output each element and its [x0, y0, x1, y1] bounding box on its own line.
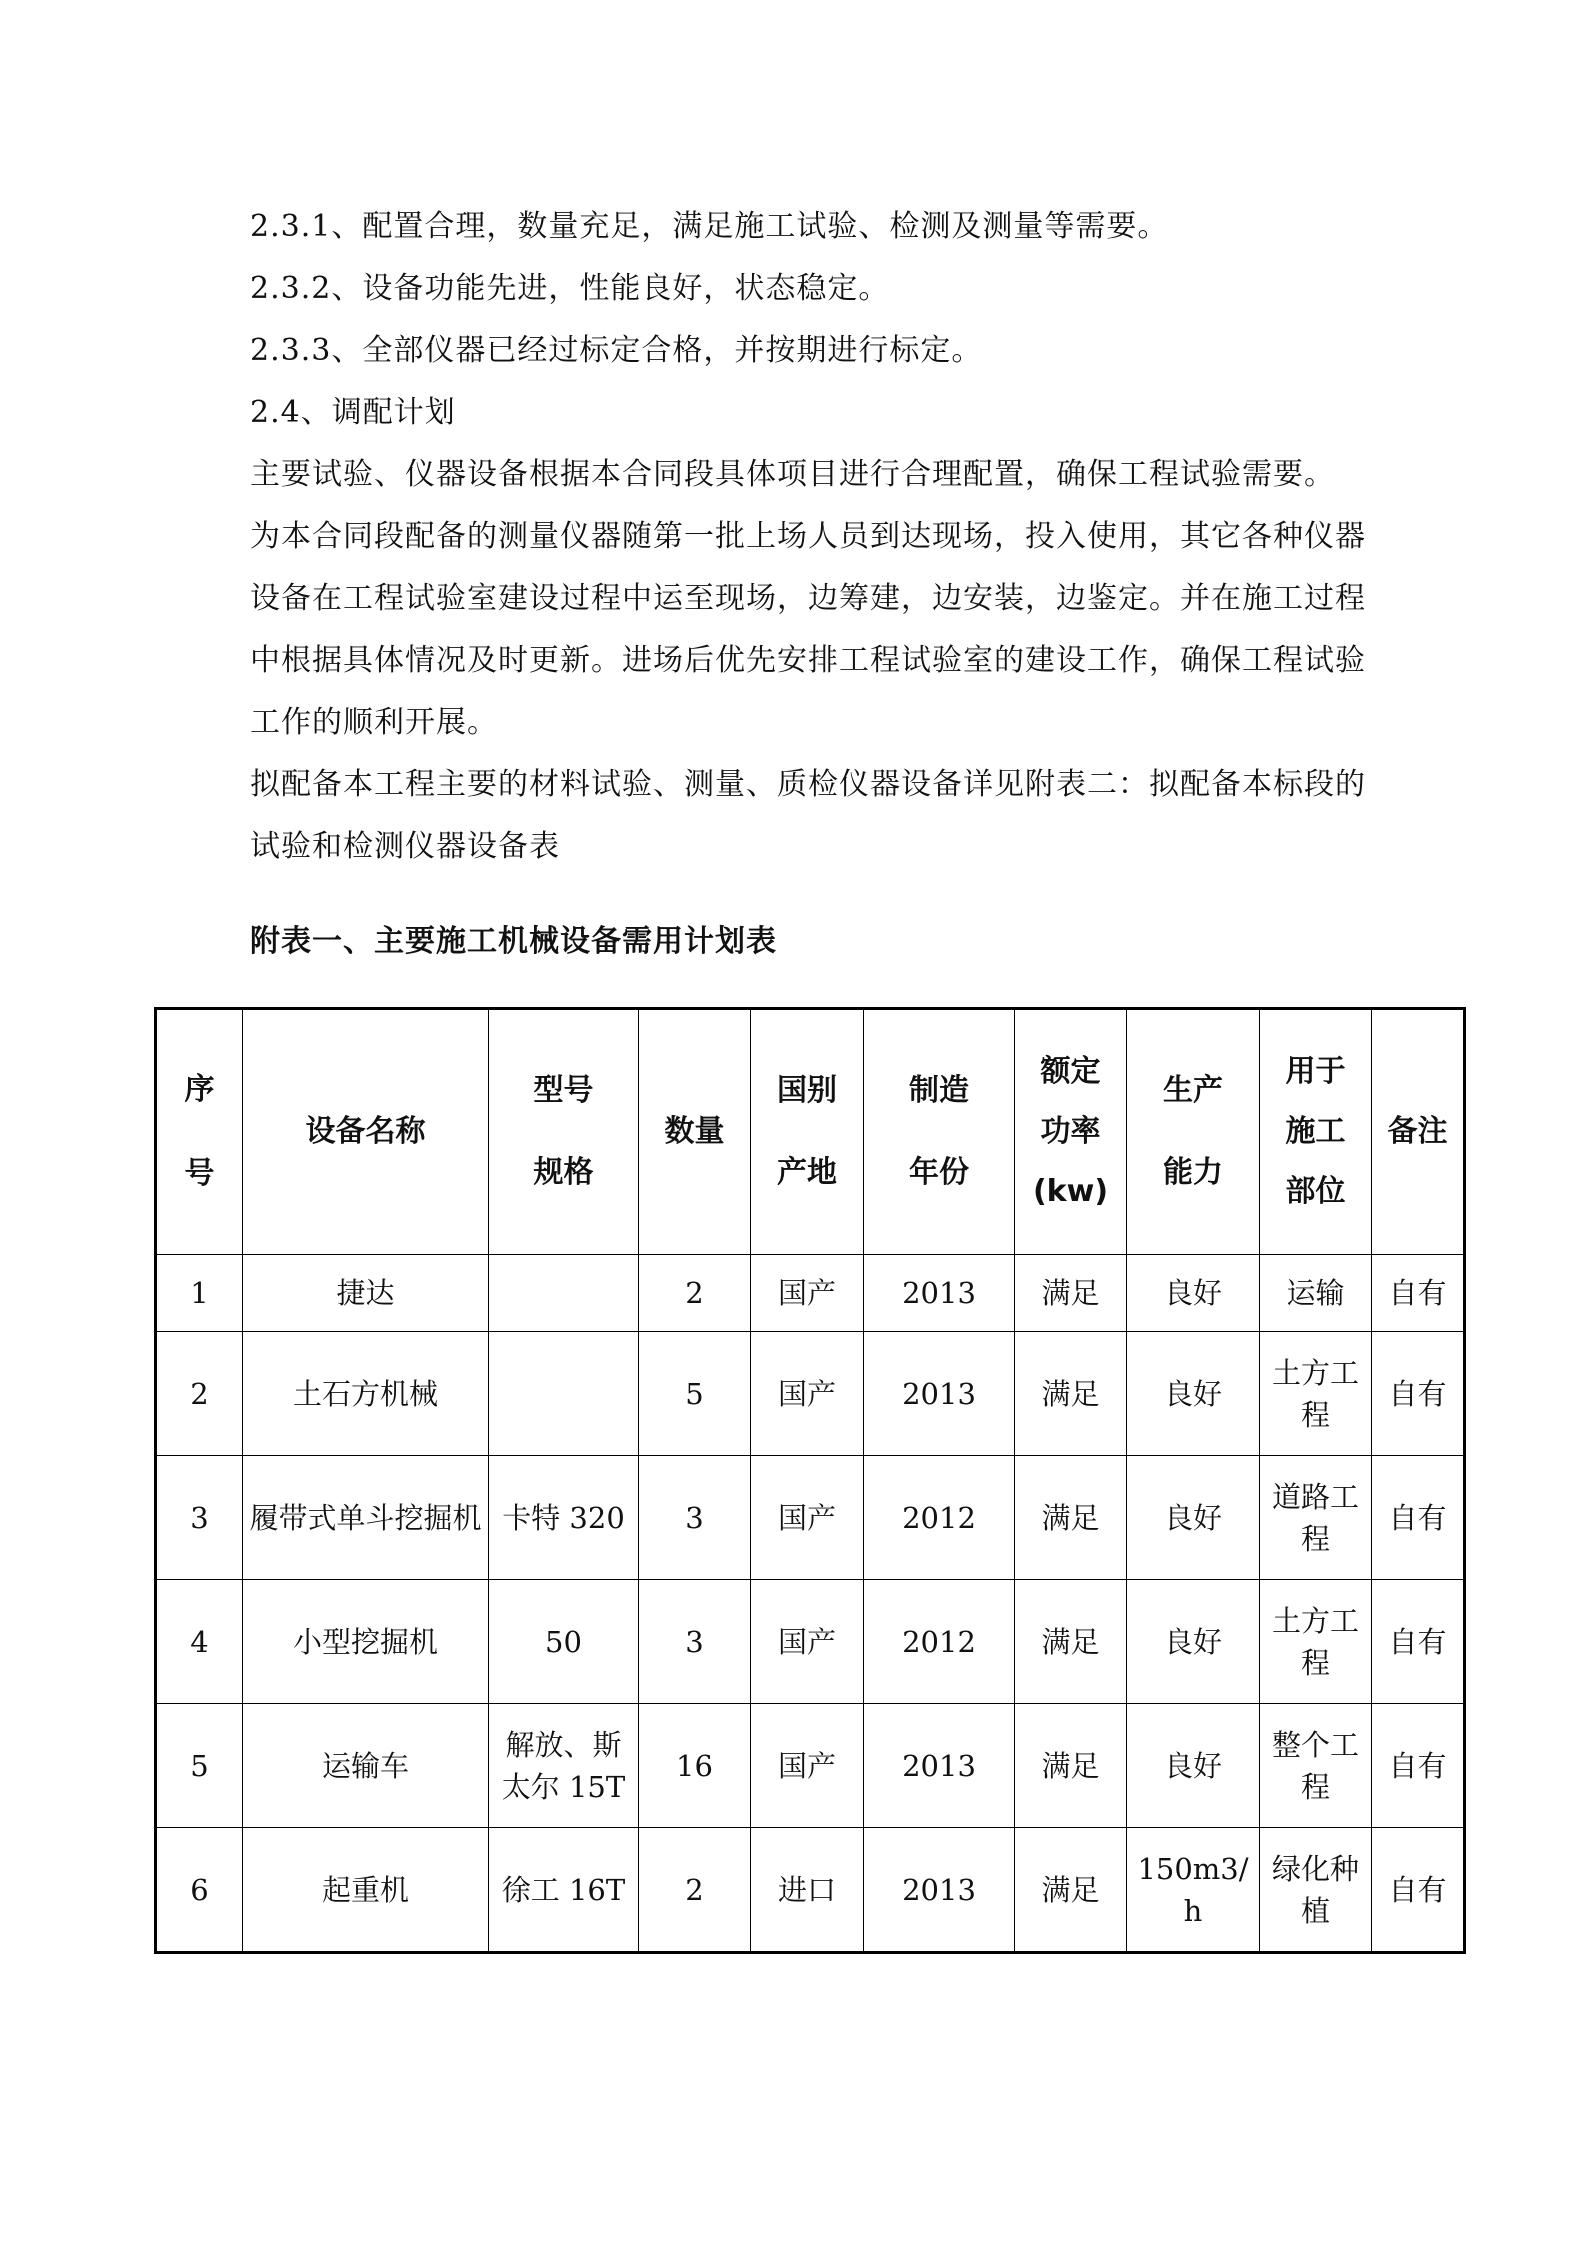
cell-model: 解放、斯太尔 15T: [489, 1704, 639, 1828]
cell-remark: 自有: [1372, 1456, 1465, 1580]
header-origin: 国别 产地: [751, 1009, 864, 1255]
cell-remark: 自有: [1372, 1255, 1465, 1332]
cell-model: [489, 1255, 639, 1332]
cell-usage: 道路工程: [1260, 1456, 1372, 1580]
cell-no: 3: [156, 1456, 243, 1580]
cell-name: 履带式单斗挖掘机: [243, 1456, 489, 1580]
cell-capacity: 良好: [1127, 1255, 1260, 1332]
cell-no: 5: [156, 1704, 243, 1828]
cell-remark: 自有: [1372, 1828, 1465, 1953]
cell-power: 满足: [1015, 1828, 1127, 1953]
cell-model: 50: [489, 1580, 639, 1704]
cell-origin: 国产: [751, 1704, 864, 1828]
cell-origin: 国产: [751, 1255, 864, 1332]
cell-no: 6: [156, 1828, 243, 1953]
cell-year: 2013: [864, 1255, 1015, 1332]
cell-year: 2013: [864, 1332, 1015, 1456]
header-remark: 备注: [1372, 1009, 1465, 1255]
document-body: [250, 196, 1380, 878]
cell-origin: 国产: [751, 1456, 864, 1580]
header-power: 额定 功率 (kw): [1015, 1009, 1127, 1255]
table-row: [156, 1580, 1465, 1704]
cell-no: 1: [156, 1255, 243, 1332]
cell-qty: 2: [639, 1828, 751, 1953]
cell-year: 2012: [864, 1456, 1015, 1580]
table-row: [156, 1332, 1465, 1456]
header-usage: 用于 施工 部位: [1260, 1009, 1372, 1255]
cell-capacity: 良好: [1127, 1456, 1260, 1580]
cell-usage: 土方工程: [1260, 1580, 1372, 1704]
cell-qty: 5: [639, 1332, 751, 1456]
cell-usage: 土方工程: [1260, 1332, 1372, 1456]
cell-usage: 绿化种植: [1260, 1828, 1372, 1953]
cell-name: 捷达: [243, 1255, 489, 1332]
paragraph-2-3-1: 2.3.1、配置合理，数量充足，满足施工试验、检测及测量等需要。: [250, 209, 1169, 244]
cell-capacity: 150m3/h: [1127, 1828, 1260, 1953]
cell-qty: 2: [639, 1255, 751, 1332]
table-row: [156, 1255, 1465, 1332]
cell-origin: 进口: [751, 1828, 864, 1953]
cell-model: 卡特 320: [489, 1456, 639, 1580]
cell-year: 2012: [864, 1580, 1015, 1704]
cell-power: 满足: [1015, 1456, 1127, 1580]
paragraph-appendix-reference: 拟配备本工程主要的材料试验、测量、质检仪器设备详见附表二：拟配备本标段的试验和检测仪器设备表: [250, 767, 1366, 864]
cell-model: [489, 1332, 639, 1456]
table-row: [156, 1704, 1465, 1828]
cell-power: 满足: [1015, 1580, 1127, 1704]
paragraph-main-equipment: 主要试验、仪器设备根据本合同段具体项目进行合理配置，确保工程试验需要。: [250, 457, 1335, 492]
cell-origin: 国产: [751, 1580, 864, 1704]
header-no: 序 号: [156, 1009, 243, 1255]
paragraph-2-3-3: 2.3.3、全部仪器已经过标定合格，并按期进行标定。: [250, 333, 983, 368]
cell-no: 4: [156, 1580, 243, 1704]
cell-year: 2013: [864, 1828, 1015, 1953]
header-model: 型号 规格: [489, 1009, 639, 1255]
header-qty: 数量: [639, 1009, 751, 1255]
cell-capacity: 良好: [1127, 1580, 1260, 1704]
cell-capacity: 良好: [1127, 1704, 1260, 1828]
cell-name: 运输车: [243, 1704, 489, 1828]
cell-qty: 3: [639, 1456, 751, 1580]
cell-model: 徐工 16T: [489, 1828, 639, 1953]
cell-usage: 整个工程: [1260, 1704, 1372, 1828]
section-heading-2-4: 2.4、调配计划: [250, 395, 456, 430]
cell-usage: 运输: [1260, 1255, 1372, 1332]
cell-name: 起重机: [243, 1828, 489, 1953]
cell-power: 满足: [1015, 1332, 1127, 1456]
cell-origin: 国产: [751, 1332, 864, 1456]
cell-capacity: 良好: [1127, 1332, 1260, 1456]
cell-year: 2013: [864, 1704, 1015, 1828]
cell-name: 小型挖掘机: [243, 1580, 489, 1704]
cell-qty: 3: [639, 1580, 751, 1704]
cell-remark: 自有: [1372, 1704, 1465, 1828]
cell-name: 土石方机械: [243, 1332, 489, 1456]
header-year: 制造 年份: [864, 1009, 1015, 1255]
cell-power: 满足: [1015, 1255, 1127, 1332]
cell-no: 2: [156, 1332, 243, 1456]
table-row: [156, 1456, 1465, 1580]
cell-qty: 16: [639, 1704, 751, 1828]
header-name: 设备名称: [243, 1009, 489, 1255]
header-capacity: 生产 能力: [1127, 1009, 1260, 1255]
equipment-table: [154, 1007, 1466, 1954]
table-row: [156, 1828, 1465, 1953]
cell-remark: 自有: [1372, 1332, 1465, 1456]
table-header-row: [156, 1009, 1465, 1255]
cell-power: 满足: [1015, 1704, 1127, 1828]
paragraph-survey-instruments: 为本合同段配备的测量仪器随第一批上场人员到达现场，投入使用，其它各种仪器设备在工程试验室建设过程中运至现场，边筹建，边安装，边鉴定。并在施工过程中根据具体情况及时更新。进场后优先安排工程试验室的建设工作，确保工程试验工作的顺利开展。: [250, 519, 1366, 740]
paragraph-2-3-2: 2.3.2、设备功能先进，性能良好，状态稳定。: [250, 271, 890, 306]
table-title: 附表一、主要施工机械设备需用计划表: [250, 924, 777, 959]
cell-remark: 自有: [1372, 1580, 1465, 1704]
